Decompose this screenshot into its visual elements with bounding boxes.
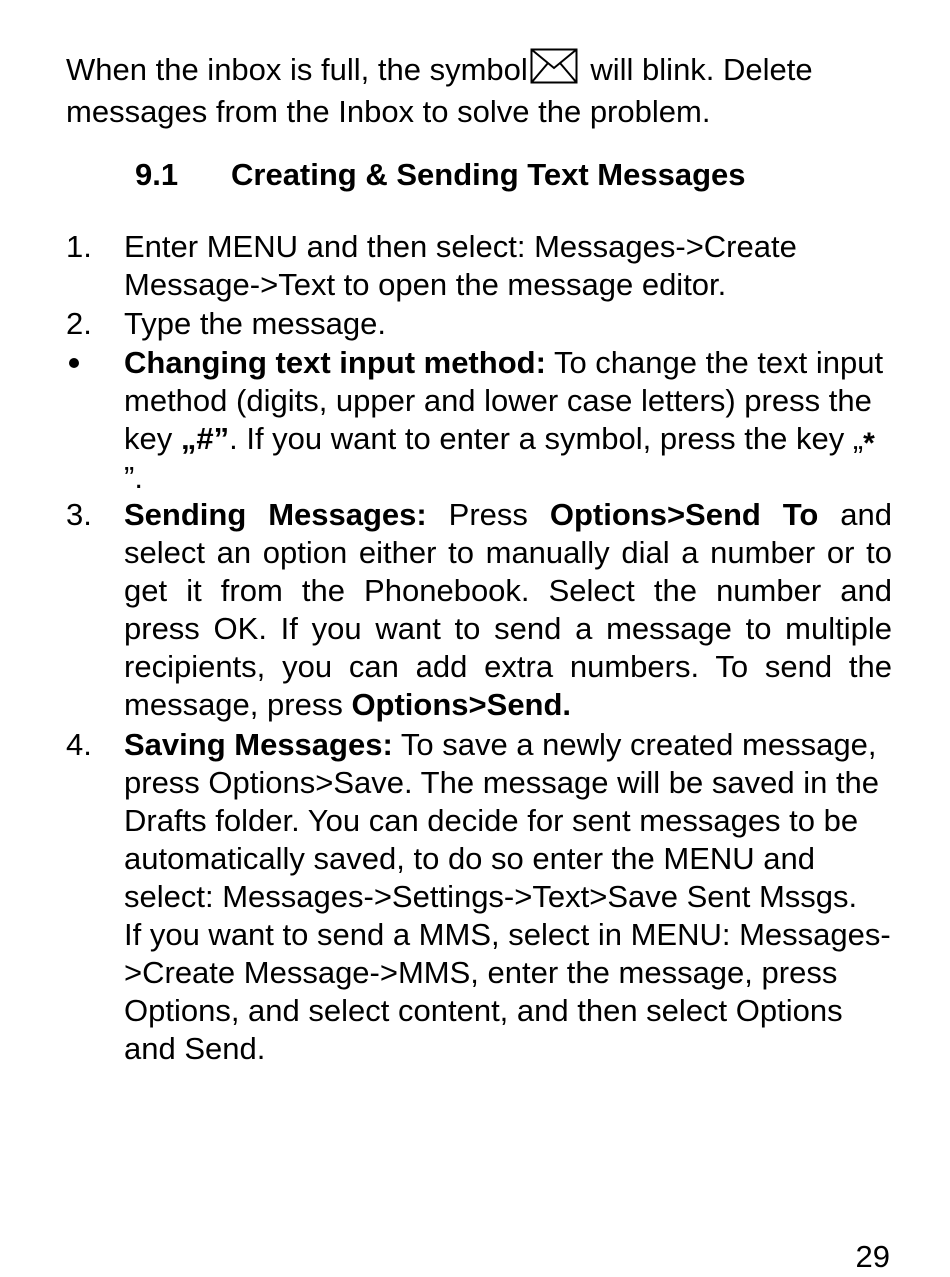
list-item-text: Type the message. [124,306,386,341]
list-item-text [124,726,892,1068]
sending-text-1: Press [426,497,550,532]
list-marker: 2. [66,306,92,341]
intro-paragraph [66,48,916,131]
send-option: Options>Send. [351,687,572,722]
list-marker: 1. [66,229,92,264]
bullet-icon [69,358,79,368]
bullet-label: Changing text input method: [124,345,546,380]
list-marker: 4. [66,727,92,762]
bullet-text-3: ”. [124,460,143,495]
envelope-icon [530,48,578,93]
saving-text: To save a newly created message, press Options>Save. The message will be saved in the Drafts folder. You can decide for sent messages to be automatically saved, to do so enter the MENU and select: Messages->Settings->Text>Save Sent Mssgs. [124,727,880,914]
mms-note: If you want to send a MMS, select in MENU: Messages->Create Message->MMS, enter the message, press Options, and select content, and then select Options and Send. [124,917,891,1066]
star-key: * [863,427,875,460]
bullet-text-1: To change the text input method (digits, upper and lower case letters) press the key [124,345,884,456]
section-number: 9.1 [135,157,179,192]
bullet-text-2: . If you want to enter a symbol, press the key „ [229,421,864,456]
saving-label: Saving Messages: [124,727,393,762]
section-heading [135,156,746,194]
intro-text-before: When the inbox is full, the symbol [66,52,528,87]
page-number: 29 [855,1239,890,1274]
send-to-option: Options>Send To [549,497,819,532]
list-item-text [124,496,892,724]
list-item-text: Enter MENU and then select: Messages->Create Message->Text to open the message editor. [124,229,797,302]
list-marker: 3. [66,497,92,532]
hash-key: „#” [180,421,230,456]
intro-text-after: will blink. Delete messages from the Inbox to solve the problem. [66,52,813,129]
sending-text-2: and select an option either to manually dial a number or to get it from the Phonebook. Select the number and press OK. If you want to send a message to multiple recipients, you can add extra numbers. To send the message, press [124,497,892,722]
sending-label: Sending Messages: [124,497,427,532]
section-title: Creating & Sending Text Messages [231,157,746,192]
list-item-text [124,344,892,497]
